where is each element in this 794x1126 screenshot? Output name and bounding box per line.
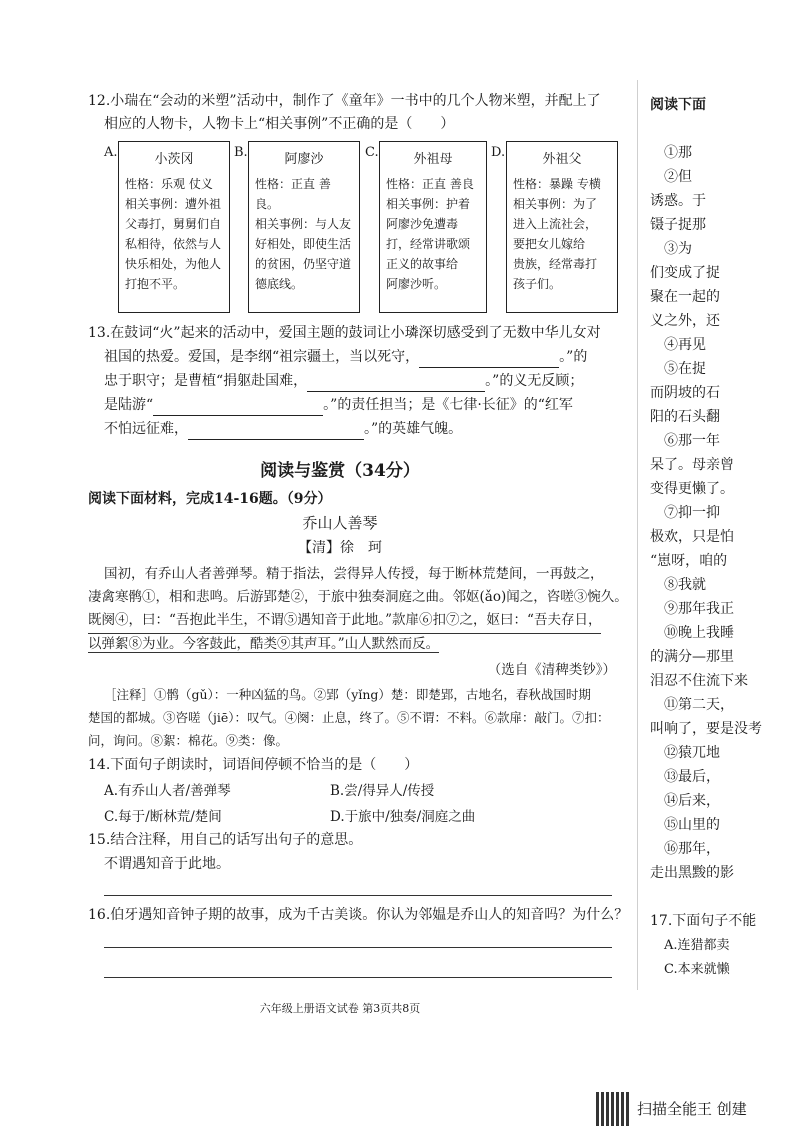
card-d-letter: D. (491, 145, 506, 160)
q16-answer-line[interactable] (104, 947, 612, 948)
right-line: 的满分—那里 (650, 649, 734, 665)
card-line: 德底线。 (255, 277, 304, 291)
right-line: ⑧我就 (664, 577, 706, 593)
q13-text: 。”的 (559, 349, 588, 365)
card-line: 父毒打，舅舅们自 (125, 217, 222, 231)
scanner-watermark: 扫描全能王 创建 (637, 1100, 747, 1118)
right-line: ⑦抑一抑 (664, 505, 720, 521)
card-line: 好相处，即使生活 (255, 237, 352, 251)
card-line: 要把女儿嫁给 (513, 237, 586, 251)
card-line: 相关事例：遭外祖 (125, 197, 222, 211)
right-line: 呆了。母亲曾 (650, 457, 734, 473)
right-line: 义之外，还 (650, 313, 720, 329)
card-line: 性格：暴躁 专横 (513, 177, 601, 191)
right-line: C.本来就懒 (664, 962, 730, 977)
card-line: 私相待，依然与人 (125, 237, 222, 251)
notes-line3: 问，询问。⑧絮：棉花。⑨类：像。 (88, 733, 289, 748)
q13-text: 忠于职守；是曹植“捐躯赴国难， (104, 373, 308, 389)
card-line: 阿廖沙听。 (386, 277, 447, 291)
page-footer: 六年级上册语文试卷 第3页共8页 (259, 1002, 421, 1015)
q13-line1: 13.在鼓词“火”起来的活动中，爱国主题的鼓词让小璘深切感受到了无数中华儿女对 (88, 325, 601, 341)
card-line: 打，经常讲歌颂 (386, 237, 471, 251)
right-line: 走出黑黢的影 (650, 865, 734, 881)
right-line: ⑨那年我正 (664, 601, 734, 617)
right-line: 阅读下面 (650, 97, 706, 113)
card-line: 性格：乐观 仗义 (125, 177, 213, 191)
right-line: 聚在一起的 (650, 289, 720, 305)
right-line: “崽呀，咱的 (650, 553, 728, 569)
q13-line4 (104, 394, 573, 416)
card-b-letter: B. (234, 145, 248, 160)
right-line: ⑮山里的 (664, 817, 720, 833)
q13-text: 是陆游“ (104, 397, 154, 413)
card-line: 的贫困，仍坚守道 (255, 257, 352, 271)
q13-text: 祖国的热爱。爱国，是李纲“祖宗疆土，当以死守， (104, 349, 420, 365)
right-line: ⑤在捉 (664, 361, 706, 377)
right-line: 变得更懒了。 (650, 481, 734, 497)
card-line: 性格：正直 善良 (386, 177, 474, 191)
q14-option-b[interactable]: B.尝/得异人/传授 (330, 783, 435, 799)
q13-line3 (104, 370, 583, 392)
passage-source: （选自《清稗类钞》） (487, 662, 616, 678)
card-line: 贵族，经常毒打 (513, 257, 598, 271)
q13-text: 。”的责任担当；是《七律·长征》的“红军 (323, 397, 573, 413)
right-line: 叫响了，要是没考 (650, 721, 762, 737)
character-card-b (248, 141, 360, 313)
q14-option-d[interactable]: D.于旅中/独奏/洞庭之曲 (330, 809, 476, 825)
card-line: 相关事例：护着 (386, 197, 471, 211)
card-name: 小茨冈 (154, 152, 194, 167)
card-name: 阿廖沙 (284, 152, 324, 167)
reading-intro: 阅读下面材料，完成14-16题。（9分） (88, 491, 332, 507)
answer-blank[interactable] (188, 425, 364, 440)
card-c-letter: C. (365, 145, 379, 160)
section-title: 阅读与鉴赏（34分） (260, 461, 420, 481)
card-line: 性格：正直 善良。 (255, 177, 331, 211)
right-line: ①那 (664, 145, 692, 161)
q13-text: 。”的英雄气魄。 (364, 421, 463, 437)
right-line: ④再见 (664, 337, 706, 353)
q15-answer-line[interactable] (104, 895, 612, 896)
card-line: 相关事例：为了 (513, 197, 598, 211)
q15-sentence: 不谓遇知音于此地。 (104, 856, 230, 872)
q14-stem: 14.下面句子朗读时，词语间停顿不恰当的是（ ） (88, 757, 419, 773)
right-line: 们变成了捉 (650, 265, 720, 281)
right-line: ②但 (664, 169, 692, 185)
right-line: ⑯那年， (664, 841, 720, 857)
card-line: 打抱不平。 (125, 277, 186, 291)
q13-line5 (104, 418, 462, 440)
right-line: ⑩晚上我睡 (664, 625, 734, 641)
card-name: 外祖母 (413, 152, 453, 167)
right-line: 而阴坡的石 (650, 385, 720, 401)
qr-code-icon (596, 1092, 630, 1126)
card-line: 孩子们。 (513, 277, 562, 291)
right-line: A.连猎都卖 (664, 938, 730, 953)
answer-blank[interactable] (307, 377, 485, 392)
character-card-d (506, 141, 618, 313)
card-line: 快乐相处，为他人 (125, 257, 222, 271)
passage-line3: 既阕④，曰：“吾抱此半生，不谓⑤遇知音于此地。”款扉⑥扣⑦之，妪曰：“吾夫存日， (88, 608, 601, 634)
notes-line2: 楚国的都城。③咨嗟（jiē）：叹气。④阕：止息，终了。⑤不谓：不料。⑥款扉：敲门。⑦扣： (88, 710, 610, 725)
right-line: ⑪第二天， (664, 697, 734, 713)
right-line: 泪忍不住流下来 (650, 673, 748, 689)
right-line: 17.下面句子不能 (650, 913, 757, 929)
q13-text: 不怕远征难， (104, 421, 188, 437)
q16-answer-line[interactable] (104, 977, 612, 978)
q13-text: 。”的义无反顾； (485, 373, 584, 389)
q12-stem-line1: 12.小瑞在“会动的米塑”活动中，制作了《童年》一书中的几个人物米塑，并配上了 (88, 93, 601, 109)
right-line: 极欢，只是怕 (650, 529, 734, 545)
right-line: ③为 (664, 241, 692, 257)
passage-text: 以弹絮⑧为业。今客鼓此，酷类⑨其声耳。”山人默然而反。 (88, 636, 440, 652)
q14-option-a[interactable]: A.有乔山人者/善弹琴 (104, 783, 231, 799)
card-name: 外祖父 (542, 152, 582, 167)
q15-stem: 15.结合注释，用自己的话写出句子的意思。 (88, 832, 363, 848)
right-line: 镊子捉那 (650, 217, 706, 233)
right-line: 诱惑。于 (650, 193, 706, 209)
passage-line4 (88, 632, 439, 657)
right-line: ⑥那一年 (664, 433, 720, 449)
character-card-c (379, 141, 487, 313)
card-line: 阿廖沙免遭毒 (386, 217, 459, 231)
character-card-a (118, 141, 230, 313)
passage-line2: 凄禽寒鹘①，相和悲鸣。后游郢楚②，于旅中独奏洞庭之曲。邻妪(ǎo)闻之，咨嗟③惋久。 (88, 589, 628, 605)
column-divider (637, 80, 638, 990)
answer-blank[interactable] (419, 353, 559, 368)
card-line: 相关事例：与人友 (255, 217, 352, 231)
card-line: 正义的故事给 (386, 257, 459, 271)
passage-line1: 国初，有乔山人者善弹琴。精于指法，尝得异人传授，每于断林荒楚间，一再鼓之， (104, 566, 604, 582)
right-line: ⑭后来， (664, 793, 720, 809)
adjacent-page-column (640, 80, 794, 980)
right-line: 阳的石头翻 (650, 409, 720, 425)
q13-line2 (104, 346, 587, 368)
right-line: ⑫猿兀地 (664, 745, 720, 761)
right-line: ⑬最后， (664, 769, 720, 785)
answer-blank[interactable] (153, 401, 323, 416)
passage-author: 【清】徐 珂 (298, 540, 382, 556)
card-a-letter: A. (104, 145, 118, 160)
q12-stem-line2: 相应的人物卡，人物卡上“相关事例”不正确的是（ ） (104, 116, 455, 132)
q14-option-c[interactable]: C.每于/断林荒/楚间 (104, 809, 222, 825)
card-line: 进入上流社会， (513, 217, 598, 231)
q16-stem: 16.伯牙遇知音钟子期的故事，成为千古美谈。你认为邻媪是乔山人的知音吗？为什么？ (88, 907, 629, 923)
notes-line1: ［注释］①鹘（gǔ）：一种凶猛的鸟。②郢（yǐng）楚：即楚郢，古地名，春秋战国时期 (104, 687, 591, 702)
passage-title: 乔山人善琴 (302, 514, 378, 532)
